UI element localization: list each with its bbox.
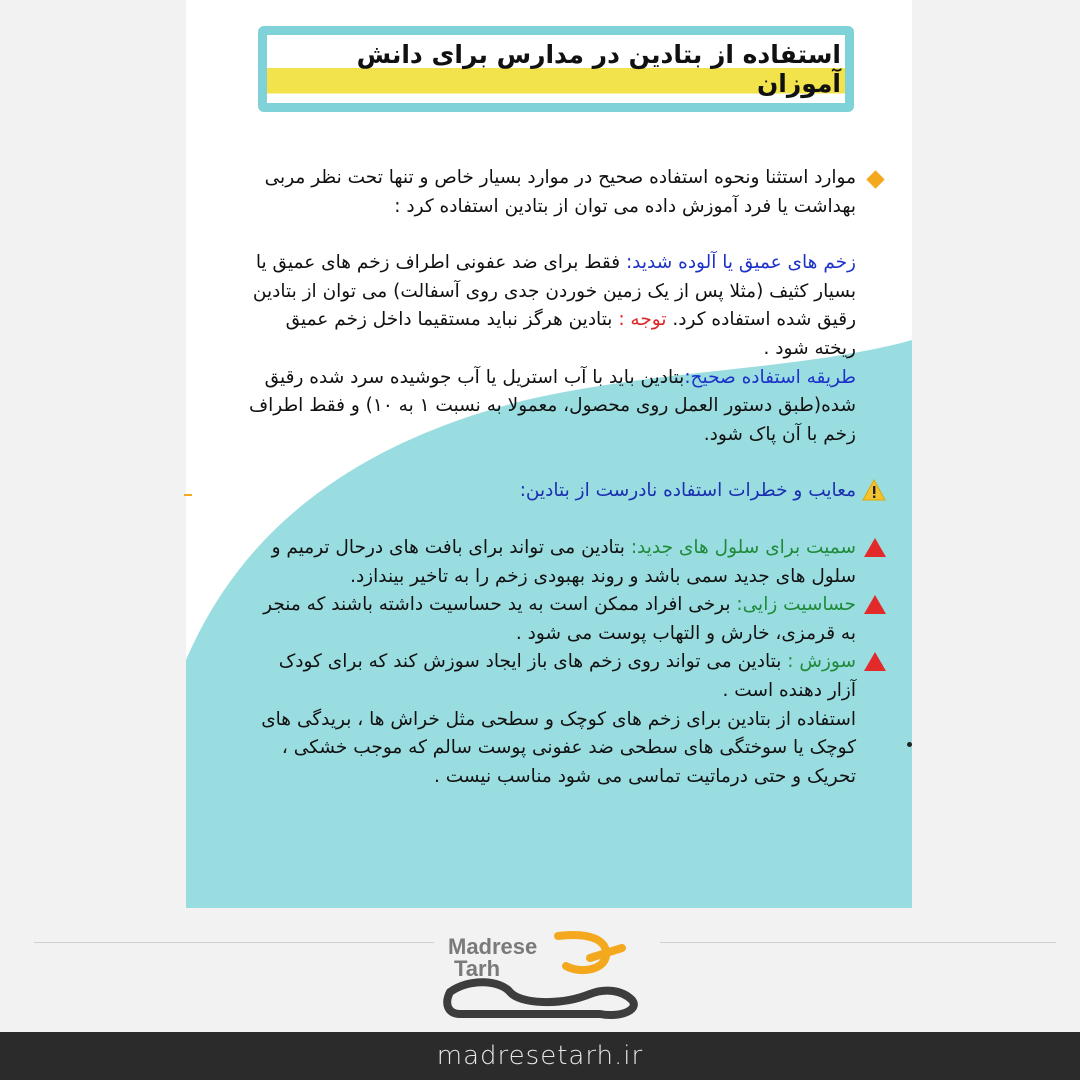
footer-website[interactable]: madresetarh.ir xyxy=(436,1041,644,1071)
risk-item-sensitivity xyxy=(246,591,886,648)
deep-wounds-paragraph xyxy=(246,249,886,363)
risk-label: سمیت برای سلول های جدید: xyxy=(630,536,856,558)
bullet-dot-icon xyxy=(907,742,912,747)
note-label: توجه : xyxy=(618,309,667,331)
divider-right xyxy=(660,942,1056,943)
risk-item-burning xyxy=(246,648,886,705)
logo-latin-line1: Madrese xyxy=(448,934,538,959)
red-triangle-icon xyxy=(864,652,886,671)
footer-bar xyxy=(0,1032,1080,1080)
article-body xyxy=(246,164,886,791)
risk-text: بتادین می تواند روی زخم های باز ایجاد سوزش کند که برای کودک آزار دهنده است . xyxy=(278,651,856,701)
usage-paragraph xyxy=(246,364,886,450)
risk-text: بتادین می تواند برای بافت های درحال ترمیم و سلول های جدید سمی باشد و روند بهبودی زخم را به تاخیر بیندازد. xyxy=(271,536,856,587)
divider-left xyxy=(34,942,434,943)
title-frame xyxy=(258,26,854,112)
note-text: بتادین هرگز نباید مستقیما داخل زخم عمیق ریخته شود . xyxy=(285,309,856,359)
risk-text: برخی افراد ممکن است به ید حساسیت داشته باشند که منجر به قرمزی، خارش و التهاب پوست می شود . xyxy=(263,594,856,644)
deep-wounds-label: زخم های عمیق یا آلوده شدید: xyxy=(625,252,856,274)
logo-latin-line2: Tarh xyxy=(454,956,501,981)
risk-item-toxicity xyxy=(246,534,886,591)
red-triangle-icon xyxy=(864,538,886,557)
risks-heading: معایب و خطرات استفاده نادرست از بتادین: xyxy=(246,477,886,506)
content-card xyxy=(186,0,912,908)
last-point-paragraph: استفاده از بتادین برای زخم های کوچک و سطحی مثل خراش ها ، بریدگی های کوچک یا سوختگی های سطحی ضد عفونی پوست سالم که موجب خشکی ، تحریک و حتی درماتیت تماسی می شود مناسب نیست . xyxy=(246,706,886,792)
risk-label: سوزش : xyxy=(787,651,856,673)
usage-text: بتادین باید با آب استریل یا آب جوشیده سرد شده رقیق شده(طبق دستور العمل روی محصول، معمولا به نسبت ۱ به ۱۰) و فقط اطراف زخم با آن پاک شود. xyxy=(248,366,856,445)
deep-wounds-text: فقط برای ضد عفونی اطراف زخم های عمیق یا بسیار کثیف (مثلا پس از یک زمین خوردن جدی روی آسفالت) می توان از بتادین رقیق شده استفاده کرد. xyxy=(252,252,856,331)
red-triangle-icon xyxy=(864,595,886,614)
diamond-bullet-icon xyxy=(866,170,884,188)
page-title: استفاده از بتادین در مدارس برای دانش آموزان xyxy=(267,40,845,98)
decorative-dash xyxy=(184,494,192,496)
madresetarh-logo xyxy=(440,918,650,1028)
usage-label: طریقه استفاده صحیح: xyxy=(684,366,856,388)
intro-paragraph: موارد استثنا ونحوه استفاده صحیح در موارد بسیار خاص و تنها تحت نظر مربی بهداشت یا فرد آموزش داده می توان از بتادین استفاده کرد : xyxy=(246,164,886,221)
warning-icon xyxy=(862,479,886,501)
risk-label: حساسیت زایی: xyxy=(736,594,856,616)
